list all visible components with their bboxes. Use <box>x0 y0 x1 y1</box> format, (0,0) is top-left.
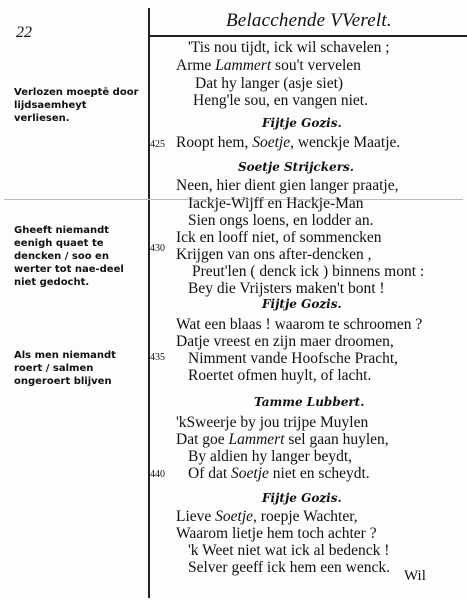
verse-line: Krijgen van ons after-dencken , <box>176 246 372 263</box>
marginal-gloss: Gheeft niemandt eenigh quaet te dencken / soo en werter tot nae-deel niet gedocht. <box>14 225 124 288</box>
verse-line: Iackje-Wijff en Hackje-Man <box>188 195 364 212</box>
verse-line: Roertet ofmen huylt, of lacht. <box>188 367 372 384</box>
verse-line: Lieve Soetje, roepje Wachter, <box>176 508 358 525</box>
line-number: 425 <box>150 139 165 150</box>
marginal-gloss: Verlozen moeptē door lijdsaemheyt verliesen. <box>14 87 139 124</box>
verse-line: Preut'len ( denck ick ) binnens mont : <box>192 263 425 280</box>
marginal-gloss: Als men niemandt roert / salmen ongeroert blijven <box>14 350 116 387</box>
character-name: Lammert <box>215 57 272 74</box>
verse-line: Bey die Vrijsters maken't bont ! <box>188 280 385 297</box>
line-number: 440 <box>150 469 165 480</box>
character-name: Lammert <box>228 431 285 448</box>
line-number: 430 <box>150 243 165 254</box>
page-number: 22 <box>16 24 32 41</box>
speaker-heading: Fijtje Gozis. <box>262 297 342 311</box>
speaker-heading: Fijtje Gozis. <box>262 116 342 130</box>
verse-line: 'Tis nou tijdt, ick wil schavelen ; <box>188 39 390 56</box>
verse-line: Heng'le sou, en vangen niet. <box>193 92 368 109</box>
verse-line: Roopt hem, Soetje, wenckje Maatje. <box>176 134 401 151</box>
speaker-heading: Fijtje Gozis. <box>262 491 342 505</box>
verse-line: 'k Weet niet wat ick al bedenck ! <box>188 542 390 559</box>
speaker-heading: Tamme Lubbert. <box>254 395 365 409</box>
verse-line: Waarom lietje hem toch achter ? <box>176 525 377 542</box>
catchword: Wil <box>404 568 426 584</box>
verse-line: Selver geeff ick hem een wenck. <box>188 559 390 576</box>
verse-line: Of dat Soetje niet en scheydt. <box>188 465 370 482</box>
verse-line: Dat goe Lammert sel gaan huylen, <box>176 431 389 448</box>
margin-rule <box>148 8 150 598</box>
verse-line: Ick en looff niet, of sommencken <box>176 229 382 246</box>
character-name: Soetje <box>231 465 269 482</box>
verse-line: Nimment vande Hoofsche Pracht, <box>188 350 399 367</box>
line-number: 435 <box>150 352 165 363</box>
verse-line: By aldien hy langer beydt, <box>188 448 352 465</box>
verse-line: Neen, hier dient gien langer praatje, <box>176 177 399 194</box>
running-head: Belacchende VVerelt. <box>226 10 392 31</box>
character-name: Soetje <box>252 134 291 151</box>
character-name: Soetje <box>215 508 254 525</box>
verse-line: Wat een blaas ! waarom te schroomen ? <box>176 316 423 333</box>
speaker-heading: Soetje Strijckers. <box>238 160 354 174</box>
verse-line: Datje vreest en zijn maer droomen, <box>176 333 394 350</box>
head-rule <box>148 35 467 37</box>
verse-line: Arme Lammert sou't vervelen <box>176 57 361 74</box>
verse-line: 'kSweerje by jou trijpe Muylen <box>176 414 369 431</box>
verse-line: Dat hy langer (asje siet) <box>195 75 344 92</box>
verse-line: Sien ongs loens, en lodder an. <box>188 212 374 229</box>
